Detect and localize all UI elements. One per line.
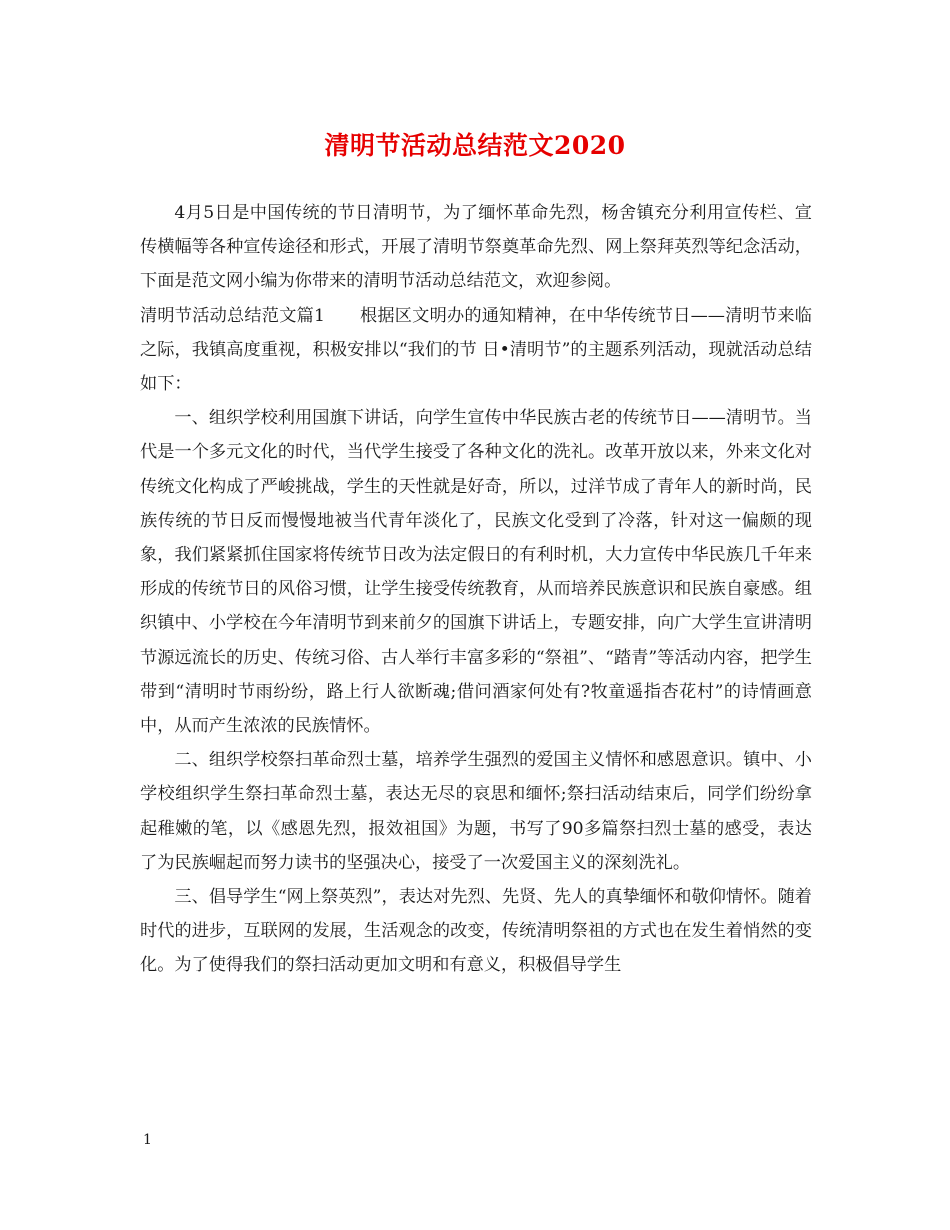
- document-title: 清明节活动总结范文2020: [324, 131, 626, 160]
- paragraph-point-1: 一、组织学校利用国旗下讲话，向学生宣传中华民族古老的传统节日——清明节。当代是一个多元文化的时代，当代学生接受了各种文化的洗礼。改革开放以来，外来文化对传统文化构成了严峻挑战，学生的天性就是好奇，所以，过洋节成了青年人的新时尚，民族传统的节日反而慢慢地被当代青年淡化了，民族文化受到了冷落，针对这一偏颇的现象，我们紧紧抓住国家将传统节日改为法定假日的有利时机，大力宣传中华民族几千年来形成的传统节日的风俗习惯，让学生接受传统教育，从而培养民族意识和民族自豪感。组织镇中、小学校在今年清明节到来前夕的国旗下讲话上，专题安排，向广大学生宣讲清明节源远流长的历史、传统习俗、古人举行丰富多彩的“祭祖”、“踏青”等活动内容，把学生带到“清明时节雨纷纷，路上行人欲断魂;借问酒家何处有?牧童遥指杏花村”的诗情画意中，从而产生浓浓的民族情怀。: [140, 408, 812, 737]
- document-body: [140, 196, 812, 983]
- paragraph-point-2: 二、组织学校祭扫革命烈士墓，培养学生强烈的爱国主义情怀和感恩意识。镇中、小学校组织学生祭扫革命烈士墓，表达无尽的哀思和缅怀;祭扫活动结束后，同学们纷纷拿起稚嫩的笔，以《感恩先烈，报效祖国》为题，书写了90多篇祭扫烈士墓的感受，表达了为民族崛起而努力读书的坚强决心，接受了一次爱国主义的深刻洗礼。: [140, 750, 812, 873]
- paragraph-section-1-intro: 清明节活动总结范文篇1 根据区文明办的通知精神，在中华传统节日——清明节来临之际，我镇高度重视，积极安排以“我们的节 日•清明节”的主题系列活动，现就活动总结如下：: [140, 305, 812, 395]
- page-number: 1: [143, 1132, 152, 1148]
- paragraph-point-3: 三、倡导学生“网上祭英烈”，表达对先烈、先贤、先人的真挚缅怀和敬仰情怀。随着时代的进步，互联网的发展，生活观念的改变，传统清明祭祖的方式也在发生着悄然的变化。为了使得我们的祭扫活动更加文明和有意义，积极倡导学生: [140, 887, 812, 976]
- paragraph-intro: 4月5日是中国传统的节日清明节，为了缅怀革命先烈，杨舍镇充分利用宣传栏、宣传横幅等各种宣传途径和形式，开展了清明节祭奠革命先烈、网上祭拜英烈等纪念活动，下面是范文网小编为你带来的清明节活动总结范文，欢迎参阅。: [140, 203, 812, 292]
